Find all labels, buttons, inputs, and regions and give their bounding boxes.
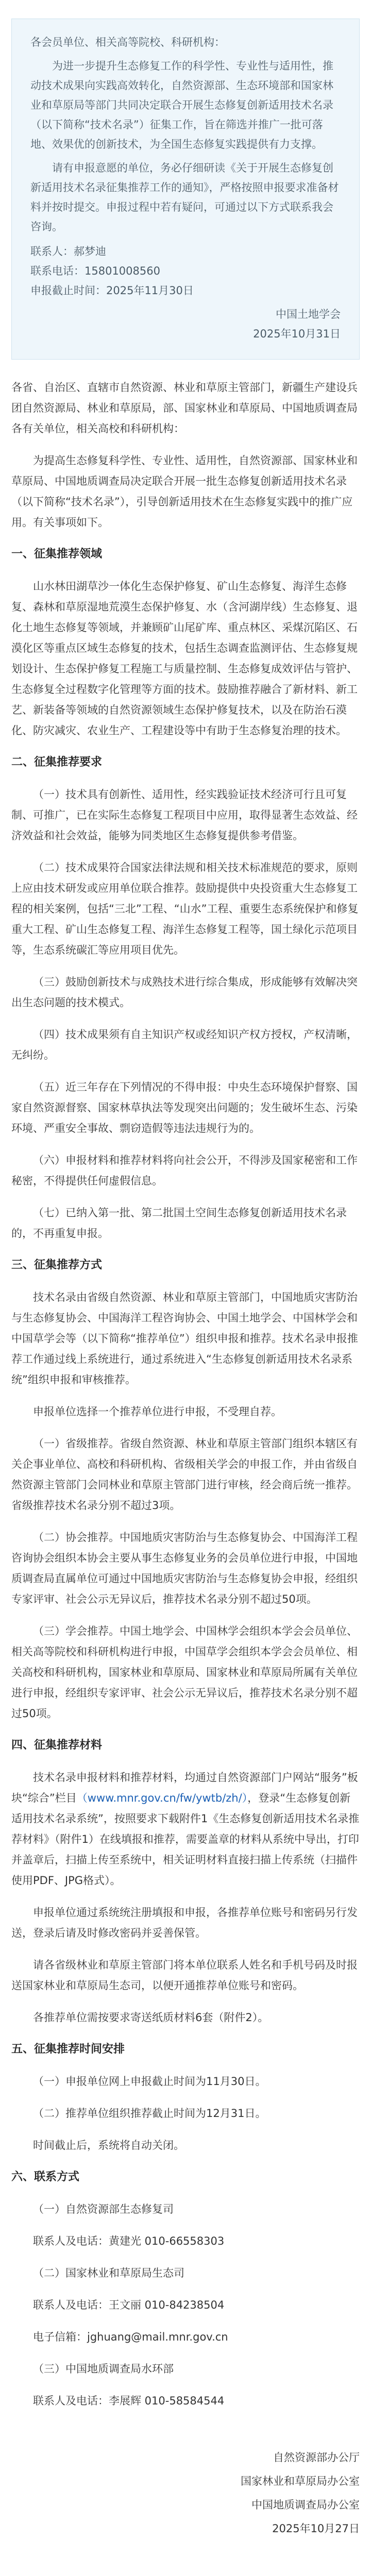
spacer (11, 360, 360, 377)
section-paragraph: （二）推荐单位组织推荐截止时间为12月31日。 (33, 2107, 266, 2120)
section-heading: 一、征集推荐领域 (11, 548, 103, 561)
section-paragraph: 申报单位通过系统统注册填报和申报，各推荐单位账号和密码另行发送，登录后请及时修改密码并妥善保管。 (11, 1906, 358, 1939)
contact-phone: 联系电话：15801008560 (30, 265, 160, 277)
contact-name: 联系人：郝梦迪 (30, 245, 106, 258)
intro-paragraph: 为提高生态修复科学性、专业性、适用性，自然资源部、国家林业和草原局、中国地质调查局决定联合开展一批生态修复创新适用技术名录（以下简称“技术名录”），引导创新适用技术在生态修复实践中的推广应用。有关事项如下。 (11, 454, 358, 529)
section-paragraph: 时间截止后，系统将自动关闭。 (33, 2139, 184, 2151)
contact-item: 联系人及电话：黄建光 010-66558303 (33, 2235, 225, 2247)
section-paragraph: （四）技术成果须有自主知识产权或经知识产权方授权，产权清晰，无纠纷。 (11, 1028, 358, 1061)
section-paragraph: （二）协会推荐。中国地质灾害防治与生态修复协会、中国海洋工程咨询协会组织本协会主要从事生态修复业务的会员单位进行申报，中国地质调查局直属单位可通过中国地质灾害防治与生态修复协会申报，经组织专家评审、社会公示无异议后，推荐技术名录分别不超过50项。 (11, 1531, 358, 1605)
notice-greeting: 各会员单位、相关高等院校、科研机构： (30, 36, 225, 48)
signer: 自然资源部办公厅 (273, 2451, 360, 2464)
contact-item: （三）中国地质调查局水环部 (33, 2363, 174, 2375)
section-paragraph: 申报单位选择一个推荐单位进行申报，不受理自荐。 (33, 1405, 282, 1418)
mnr-website-link[interactable]: （www.mnr.gov.cn/fw/ywtb/zh/） (76, 1792, 248, 1804)
section-heading: 四、征集推荐材料 (11, 1739, 103, 1752)
section-heading: 六、联系方式 (11, 2171, 80, 2183)
section-paragraph: （一）申报单位网上申报截止时间为11月30日。 (33, 2075, 266, 2088)
signer: 中国地质调查局办公室 (251, 2499, 360, 2511)
deadline: 申报截止时间：2025年11月30日 (30, 284, 194, 297)
announcement-body (11, 377, 360, 2539)
section-paragraph: 山水林田湖草沙一体化生态保护修复、矿山生态修复、海洋生态修复、森林和草原湿地荒漠生态保护修复、水（含河湖岸线）生态修复、退化土地生态修复等领域，并兼顾矿山尾矿库、重点林区、采煤沉陷区、石漠化区等重点区域生态修复的技术，包括生态调查监测评估、生态修复规划设计、生态保护修复工程施工与质量控制、生态修复成效评估与管护、生态修复全过程数字化管理等方面的技术。鼓励推荐融合了新材料、新工艺、新装备等领域的自然资源领域生态保护修复技术，以及在防治石漠化、防灾减灾、农业生产、工程建设等中有助于生态修复治理的技术。 (11, 580, 358, 737)
section-heading: 三、征集推荐方式 (11, 1259, 103, 1272)
contact-email: 电子信箱：jghuang@mail.mnr.gov.cn (33, 2331, 228, 2343)
section-paragraph: （一）技术具有创新性、适用性，经实践验证技术经济可行且可复制、可推广，已在实际生态修复工程项目中应用，取得显著生态效益、经济效益和社会效益，能够为同类地区生态修复提供参考借鉴。 (11, 788, 358, 842)
section-paragraph: 技术名录由省级自然资源、林业和草原主管部门，中国地质灾害防治与生态修复协会、中国海洋工程咨询协会、中国土地学会、中国林学会和中国草学会等（以下简称“推荐单位”）组织申报和推荐。技术名录申报推荐工作通过线上系统进行，通过系统进入“生态修复创新适用技术名录系统”组织申报和审核推荐。 (11, 1291, 358, 1386)
notice-sign: 中国土地学会 (276, 308, 341, 320)
section-paragraph (11, 1767, 360, 1891)
section-paragraph: （一）省级推荐。省级自然资源、林业和草原主管部门组织本辖区有关企事业单位、高校和科研机构、省级相关学会的申报工作，并由省级自然资源主管部门会同林业和草原主管部门进行审核，经会商后统一推荐。省级推荐技术名录分别不超过3项。 (11, 1437, 358, 1512)
sign-date: 2025年10月27日 (272, 2522, 360, 2535)
section-paragraph: （七）已纳入第一批、第二批国土空间生态修复创新适用技术名录的，不再重复申报。 (11, 1207, 347, 1240)
section-paragraph: （三）学会推荐。中国土地学会、中国林学会组织本学会会员单位、相关高等院校和科研机构进行申报，中国草学会组织本学会会员单位、相关高校和科研机构，国家林业和草原局、国家林业和草原局所属有关单位进行申报，经组织专家评审、社会公示无异议后，推荐技术名录分别不超过50项。 (11, 1625, 358, 1720)
section-paragraph: 请各省级林业和草原主管部门将本单位联系人姓名和手机号码及时报送国家林业和草原局生态司，以便开通推荐单位账号和密码。 (11, 1959, 358, 1992)
section-heading: 五、征集推荐时间安排 (11, 2043, 125, 2056)
section-paragraph: 各推荐单位需按要求寄送纸质材料6套（附件2）。 (33, 2011, 269, 2024)
section-paragraph: （二）技术成果符合国家法律法规和相关技术标准规范的要求，原则上应由技术研发或应用单位联合推荐。鼓励提供中央投资重大生态修复工程的相关案例，包括“三北”工程、“山水”工程、重要生态系统保护和修复重大工程、矿山生态修复工程、海洋生态修复工程等，国土绿化示范项目等，生态系统碳汇等应用项目优先。 (11, 861, 359, 956)
intro-paragraph: 各省、自治区、直辖市自然资源、林业和草原主管部门，新疆生产建设兵团自然资源局、林业和草原局，部、国家林业和草原局、中国地质调查局各有关单位，相关高校和科研机构： (11, 381, 358, 435)
society-notice-box (11, 19, 360, 360)
section-paragraph: （三）鼓励创新技术与成熟技术进行综合集成，形成能够有效解决突出生态问题的技术模式。 (11, 976, 358, 1009)
contact-item: （二）国家林业和草原局生态司 (33, 2267, 184, 2279)
notice-paragraph: 请有申报意愿的单位，务必仔细研读《关于开展生态修复创新适用技术名录征集推荐工作的通知》，严格按照申报要求准备材料并按时提交。申报过程中若有疑问，可通过以下方式联系我会咨询。 (30, 162, 339, 233)
notice-paragraph: 为进一步提升生态修复工作的科学性、专业性与适用性，推动技术成果向实践高效转化，自然资源部、生态环境部和国家林业和草原局等部门共同决定联合开展生态修复创新适用技术名录（以下简称“技术名录”）征集工作，旨在筛选并推广一批可落地、效果优的创新技术，为全国生态修复实践提供有力支撑。 (30, 60, 333, 150)
signer: 国家林业和草原局办公室 (241, 2475, 360, 2487)
section-text: 技术名录申报材料和推荐材料，均通过自然资源部门户网站“服务”板块“综合”栏目 (11, 1771, 358, 1804)
section-paragraph: （六）申报材料和推荐材料将向社会公开，不得涉及国家秘密和工作秘密，不得提供任何虚假信息。 (11, 1154, 358, 1187)
section-paragraph: （五）近三年存在下列情况的不得申报：中央生态环境保护督察、国家自然资源督察、国家林草执法等发现突出问题的；发生破坏生态、污染环境、严重安全事故、剽窃造假等违法违规行为的。 (11, 1081, 358, 1134)
signature-block (11, 2447, 360, 2539)
section-heading: 二、征集推荐要求 (11, 756, 103, 769)
contact-item: （一）自然资源部生态修复司 (33, 2203, 174, 2215)
section-text: ，登录“生态修复创新适用技术名录系统”，按照要求下载附件1《生态修复创新适用技术名录推荐材料》（附件1）在线填报和推荐，需要盖章的材料从系统中导出，打印并盖章后，扫描上传至系统中，相关证明材料直接扫描上传系统（扫描件使用PDF、JPG格式）。 (11, 1792, 360, 1887)
contact-item: 联系人及电话：王文丽 010-84238504 (33, 2299, 225, 2311)
notice-date: 2025年10月31日 (253, 328, 341, 340)
contact-item: 联系人及电话：李展辉 010-58584544 (33, 2395, 225, 2407)
